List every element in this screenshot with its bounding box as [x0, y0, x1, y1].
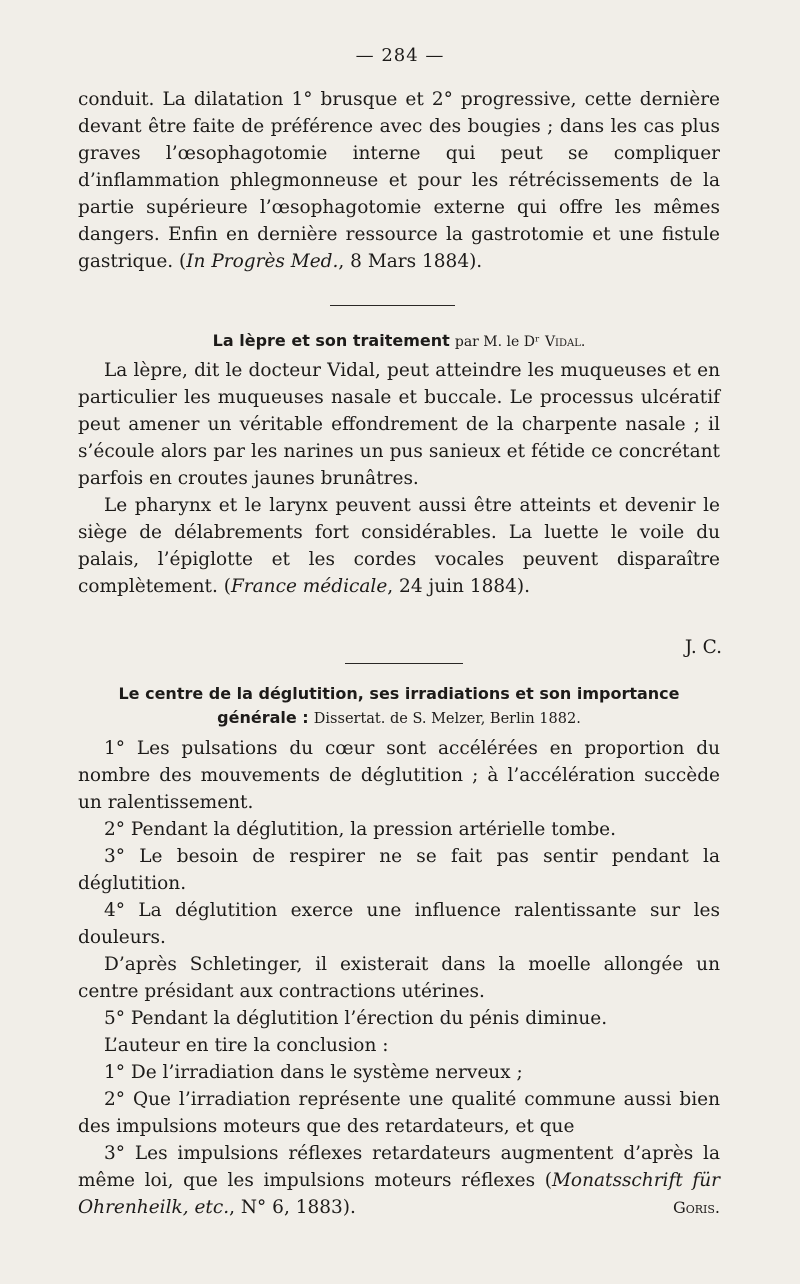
section2-item: 3° Le besoin de respirer ne se fait pas sentir pendant la déglutition. [78, 846, 720, 894]
section2-item: 2° Que l’irradiation représente une qualité commune aussi bien des impulsions moteurs que des retardateurs, et que [78, 1089, 720, 1137]
section2-title: Le centre de la déglutition, ses irradiations et son importance générale : [118, 684, 680, 727]
section1-paragraph1: La lèpre, dit le docteur Vidal, peut atteindre les muqueuses et en particulier les muqueuses nasale et buccale. Le processus ulcératif peut amener un véritable effondrement de la charpente nasale ; il s’écoule alors par les narines un pus sanieux et fétide ce concrétant parfois en croutes jaunes brunâtres. [78, 360, 720, 489]
section1-signature: J. C. [684, 637, 722, 658]
section2-body [78, 735, 720, 1221]
section2-item: 1° De l’irradiation dans le système nerveux ; [104, 1062, 523, 1083]
section2-item: L’auteur en tire la conclusion : [104, 1035, 389, 1056]
intro-tail: , 8 Mars 1884). [338, 251, 483, 272]
section2-heading [78, 682, 720, 731]
section1-paragraph2-tail: , 24 juin 1884). [387, 576, 531, 597]
section1-paragraph2 [78, 492, 720, 600]
section2-item: 5° Pendant la déglutition l’érection du pénis diminue. [104, 1008, 608, 1029]
section2-meta: Dissertat. de S. Melzer, Berlin 1882. [313, 711, 581, 727]
section1-body [78, 357, 720, 600]
section1-paragraph2-text: Le pharynx et le larynx peuvent aussi être atteints et devenir le siège de délabrements fort considérables. La luette le voile du palais, l’épiglotte et les cordes vocales peuvent disparaître complètement. ( [78, 495, 720, 597]
section2-item: 4° La déglutition exerce une influence ralentissante sur les douleurs. [78, 900, 720, 948]
section1-author-prefix: par M. le Dʳ [454, 334, 540, 350]
section2-item: 1° Les pulsations du cœur sont accélérées en proportion du nombre des mouvements de déglutition ; à l’accélération succède un ralentissement. [78, 738, 720, 813]
section1-author-name: Vidal. [544, 334, 586, 350]
intro-text: conduit. La dilatation 1° brusque et 2° progressive, cette dernière devant être faite de préférence avec des bougies ; dans les cas plus graves l’œsophagotomie interne qui peut se compliquer d’inflammation phlegmonneuse et pour les rétrécissements de la partie supérieure l’œsophagotomie externe qui offre les mêmes dangers. Enfin en dernière ressource la gastrotomie et une fistule gastrique. ( [78, 89, 720, 272]
section2-signature: Goris. [672, 1198, 720, 1217]
intro-paragraph [78, 86, 720, 275]
section2-item: 2° Pendant la déglutition, la pression artérielle tombe. [104, 819, 617, 840]
section2-last-item [78, 1140, 720, 1221]
section2-item: D’après Schletinger, il existerait dans la moelle allongée un centre présidant aux contractions utérines. [78, 954, 720, 1002]
section-divider-1 [330, 305, 455, 306]
section1-paragraph2-citation: France médicale [230, 576, 388, 597]
section2-last-text: 3° Les impulsions réflexes retardateurs augmentent d’après la même loi, que les impulsions moteurs réflexes ( [78, 1143, 720, 1191]
section2-last-citation: Monatsschrift für Ohrenheilk, etc. [78, 1170, 720, 1218]
intro-citation: In Progrès Med. [186, 251, 339, 272]
section-divider-2 [345, 663, 463, 664]
page-number: — 284 — [355, 45, 445, 66]
section1-heading [78, 330, 720, 353]
section2-last-tail: , N° 6, 1883). [229, 1197, 356, 1218]
section1-title: La lèpre et son traitement [212, 331, 450, 350]
